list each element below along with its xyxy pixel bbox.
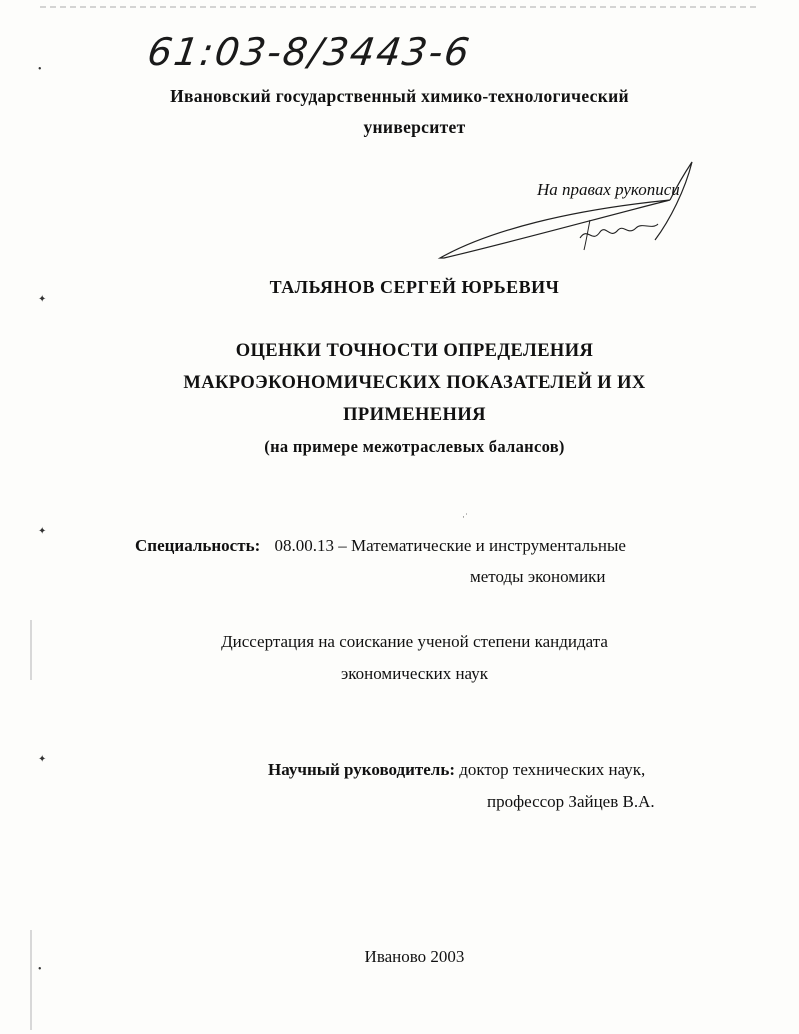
signature-icon: [430, 160, 710, 270]
title-line1: ОЦЕНКИ ТОЧНОСТИ ОПРЕДЕЛЕНИЯ: [235, 341, 594, 361]
dissertation-line2: экономических наук: [340, 664, 489, 683]
specialty-value-cont: методы экономики: [470, 567, 606, 586]
rights-note: На правах рукописи: [537, 180, 680, 199]
university-name-line1: Ивановский государственный химико-технологический: [170, 86, 629, 106]
university-name-line2: университет: [363, 117, 466, 137]
advisor-value: доктор технических наук,: [459, 760, 646, 779]
margin-mark: ✦: [38, 526, 47, 537]
title-subtitle: (на примере межотраслевых балансов): [264, 437, 565, 456]
specialty-value: 08.00.13 – Математические и инструментальные: [274, 536, 626, 555]
margin-mark: •: [38, 64, 42, 75]
dissertation-line1: Диссертация на соискание ученой степени кандидата: [221, 632, 608, 651]
margin-mark: ✦: [38, 754, 47, 765]
title-line3: ПРИМЕНЕНИЯ: [343, 405, 486, 425]
author-name: ТАЛЬЯНОВ СЕРГЕЙ ЮРЬЕВИЧ: [269, 277, 560, 297]
scan-speck: ·˙: [462, 512, 468, 522]
advisor-value-cont: профессор Зайцев В.А.: [487, 792, 655, 811]
margin-mark: ✦: [38, 294, 47, 305]
advisor-row: [268, 760, 645, 780]
margin-mark: •: [38, 964, 42, 975]
specialty-label: Специальность:: [135, 536, 261, 555]
scan-artifact-edge: [30, 930, 32, 1030]
place-year: Иваново 2003: [364, 947, 465, 966]
handwritten-archive-number: 61:03-8/3443-6: [144, 30, 474, 74]
advisor-label: Научный руководитель:: [268, 760, 455, 779]
specialty-row: [135, 536, 626, 556]
title-line2: МАКРОЭКОНОМИЧЕСКИХ ПОКАЗАТЕЛЕЙ И ИХ: [183, 373, 646, 393]
scan-artifact-top: [40, 6, 760, 8]
